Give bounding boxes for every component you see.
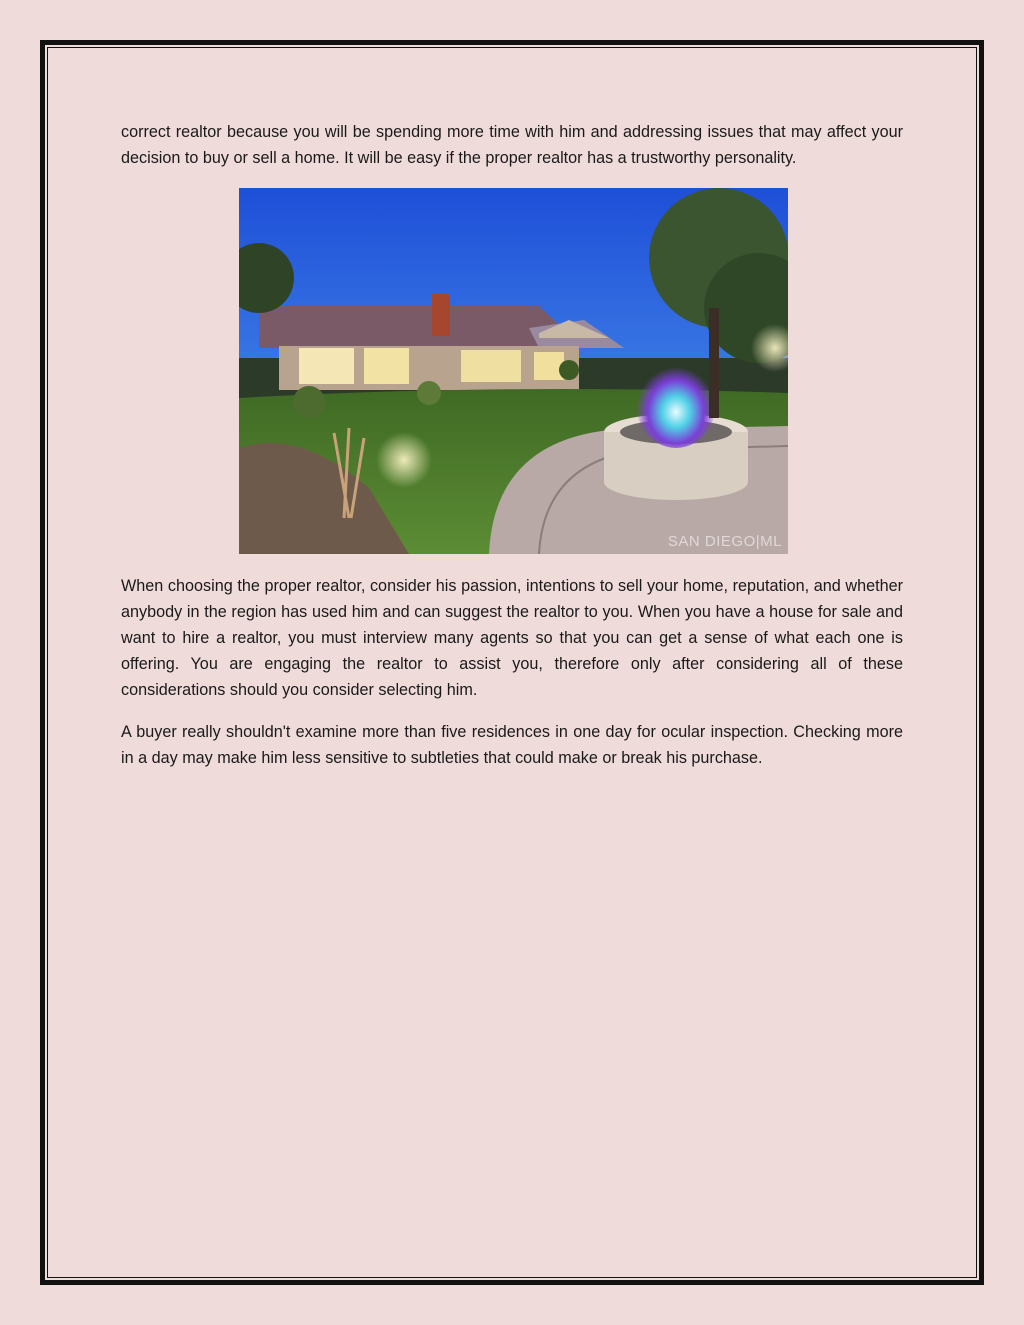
paragraph-buyer-inspection: A buyer really shouldn't examine more than five residences in one day for ocular inspection. Checking more in a day may make him less sensitive to subtleties that could make or break his purchase.: [121, 723, 903, 767]
photo-watermark: SAN DIEGO|ML: [667, 533, 782, 550]
paragraph-choosing-realtor: When choosing the proper realtor, consider his passion, intentions to sell your home, reputation, and whether anybody in the region has used him and can suggest the realtor to you. When you have a house for sale and want to hire a realtor, you must interview many agents so that you can get a sense of what each one is offering. You are engaging the realtor to assist you, therefore only after considering all of these considerations should you consider selecting him.: [121, 577, 903, 699]
house-backyard-photo: [239, 188, 788, 554]
paragraph-intro: correct realtor because you will be spending more time with him and addressing issues that may affect your decision to buy or sell a home. It will be easy if the proper realtor has a trustworthy personality.: [121, 123, 903, 167]
